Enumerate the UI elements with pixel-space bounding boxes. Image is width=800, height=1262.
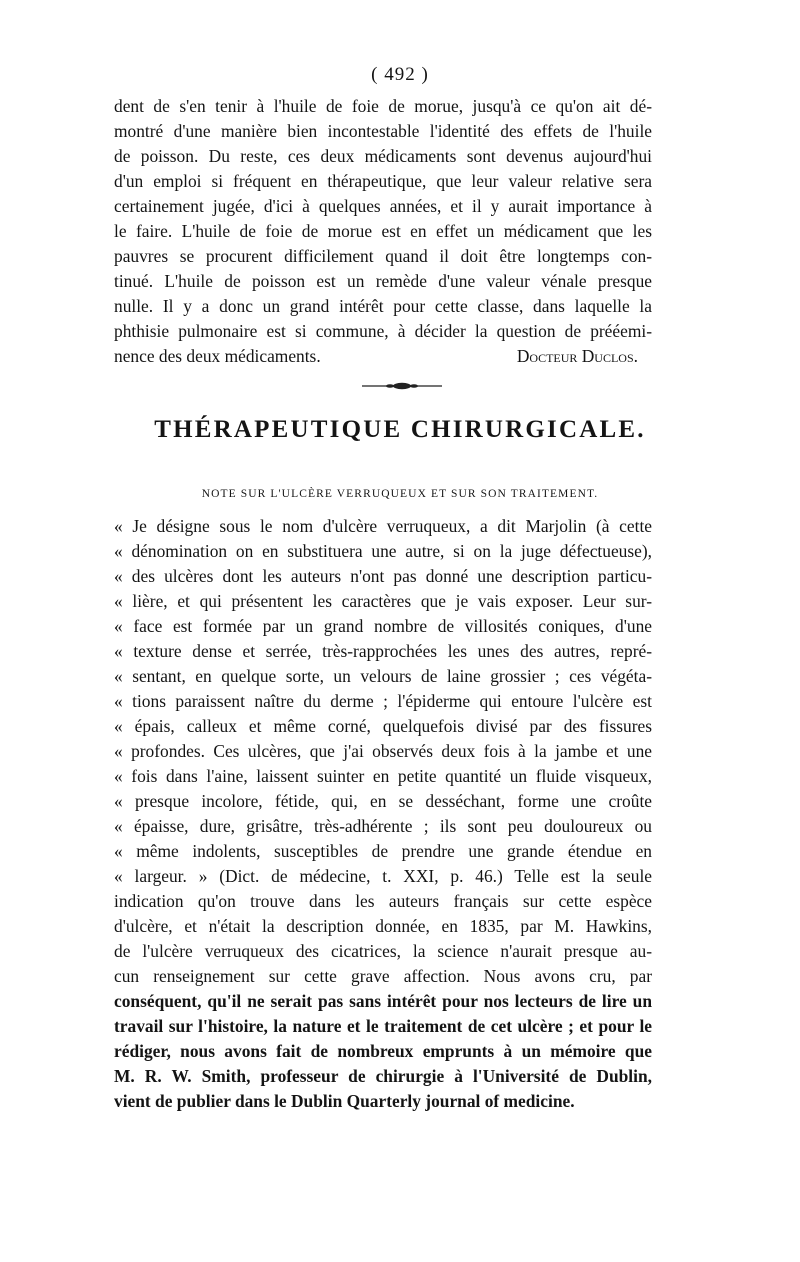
body-line-4: « lière, et qui présentent les caractères que je vais exposer. Leur sur- (114, 591, 652, 611)
top-line-9: nulle. Il y a donc un grand intérêt pour cette classe, dans laquelle la (114, 296, 652, 316)
body-line-7: « sentant, en quelque sorte, un velours de laine grossier ; ces végéta- (114, 666, 652, 686)
body-line-19: cun renseignement sur cette grave affection. Nous avons cru, par (114, 966, 652, 986)
body-line-1: « Je désigne sous le nom d'ulcère verruqueux, a dit Marjolin (à cette (114, 516, 652, 536)
body-line-3: « des ulcères dont les auteurs n'ont pas donné une description particu- (114, 566, 652, 586)
top-paragraph (114, 94, 652, 369)
body-line-17: d'ulcère, et n'était la description donnée, en 1835, par M. Hawkins, (114, 916, 652, 936)
top-line-4: d'un emploi si fréquent en thérapeutique, que leur valeur relative sera (114, 171, 652, 191)
body-paragraph (114, 514, 652, 1114)
body-line-11: « fois dans l'aine, laissent suinter en petite quantité un fluide visqueux, (114, 766, 652, 786)
top-line-10: phthisie pulmonaire est si commune, à décider la question de prééemi- (114, 321, 652, 341)
body-line-15: « largeur. » (Dict. de médecine, t. XXI, p. 46.) Telle est la seule (114, 866, 652, 886)
body-line-23: M. R. W. Smith, professeur de chirurgie à l'Université de Dublin, (114, 1066, 652, 1086)
body-line-18: de l'ulcère verruqueux des cicatrices, la science n'aurait presque au- (114, 941, 652, 961)
body-line-21: travail sur l'histoire, la nature et le traitement de cet ulcère ; et pour le (114, 1016, 652, 1036)
body-line-2: « dénomination on en substituera une autre, si on la juge défectueuse), (114, 541, 652, 561)
body-line-9: « épais, calleux et même corné, quelquefois divisé par des fissures (114, 716, 652, 736)
top-line-3: de poisson. Du reste, ces deux médicaments sont devenus aujourd'hui (114, 146, 652, 166)
body-line-14: « même indolents, susceptibles de prendre une grande étendue en (114, 841, 652, 861)
body-line-10: « profondes. Ces ulcères, que j'ai observés deux fois à la jambe et une (114, 741, 652, 761)
body-line-8: « tions paraissent naître du derme ; l'épiderme qui entoure l'ulcère est (114, 691, 652, 711)
body-line-20: conséquent, qu'il ne serait pas sans intérêt pour nos lecteurs de lire un (114, 991, 652, 1011)
top-line-6: le faire. L'huile de foie de morue est en effet un médicament que les (114, 221, 652, 241)
body-line-5: « face est formée par un grand nombre de villosités coniques, d'une (114, 616, 652, 636)
author-signature: Docteur Duclos. (516, 346, 638, 366)
body-line-6: « texture dense et serrée, très-rapprochées les unes des autres, repré- (114, 641, 652, 661)
page-number: ( 492 ) (371, 64, 429, 85)
body-line-13: « épaisse, dure, grisâtre, très-adhérente ; ils sont peu douloureux ou (114, 816, 652, 836)
top-line-11: nence des deux médicaments. (114, 346, 321, 366)
ornament-divider-icon (360, 381, 444, 391)
top-line-7: pauvres se procurent difficilement quand il doit être longtemps con- (114, 246, 652, 266)
body-line-24: vient de publier dans le Dublin Quarterly journal of medicine. (114, 1091, 575, 1111)
top-line-11-with-signature (114, 344, 652, 369)
body-line-12: « presque incolore, fétide, qui, en se desséchant, forme une croûte (114, 791, 652, 811)
top-line-2: montré d'une manière bien incontestable l'identité des effets de l'huile (114, 121, 652, 141)
top-line-1: dent de s'en tenir à l'huile de foie de morue, jusqu'à ce qu'on ait dé- (114, 96, 652, 116)
body-line-22: rédiger, nous avons fait de nombreux emprunts à un mémoire que (114, 1041, 652, 1061)
top-line-8: tinué. L'huile de poisson est un remède d'une valeur vénale presque (114, 271, 652, 291)
note-title: NOTE SUR L'ULCÈRE VERRUQUEUX ET SUR SON TRAITEMENT. (201, 488, 599, 500)
body-line-16: indication qu'on trouve dans les auteurs français sur cette espèce (114, 891, 652, 911)
top-line-5: certainement jugée, d'ici à quelques années, et il y aurait importance à (114, 196, 652, 216)
section-title: THÉRAPEUTIQUE CHIRURGICALE. (154, 416, 646, 443)
